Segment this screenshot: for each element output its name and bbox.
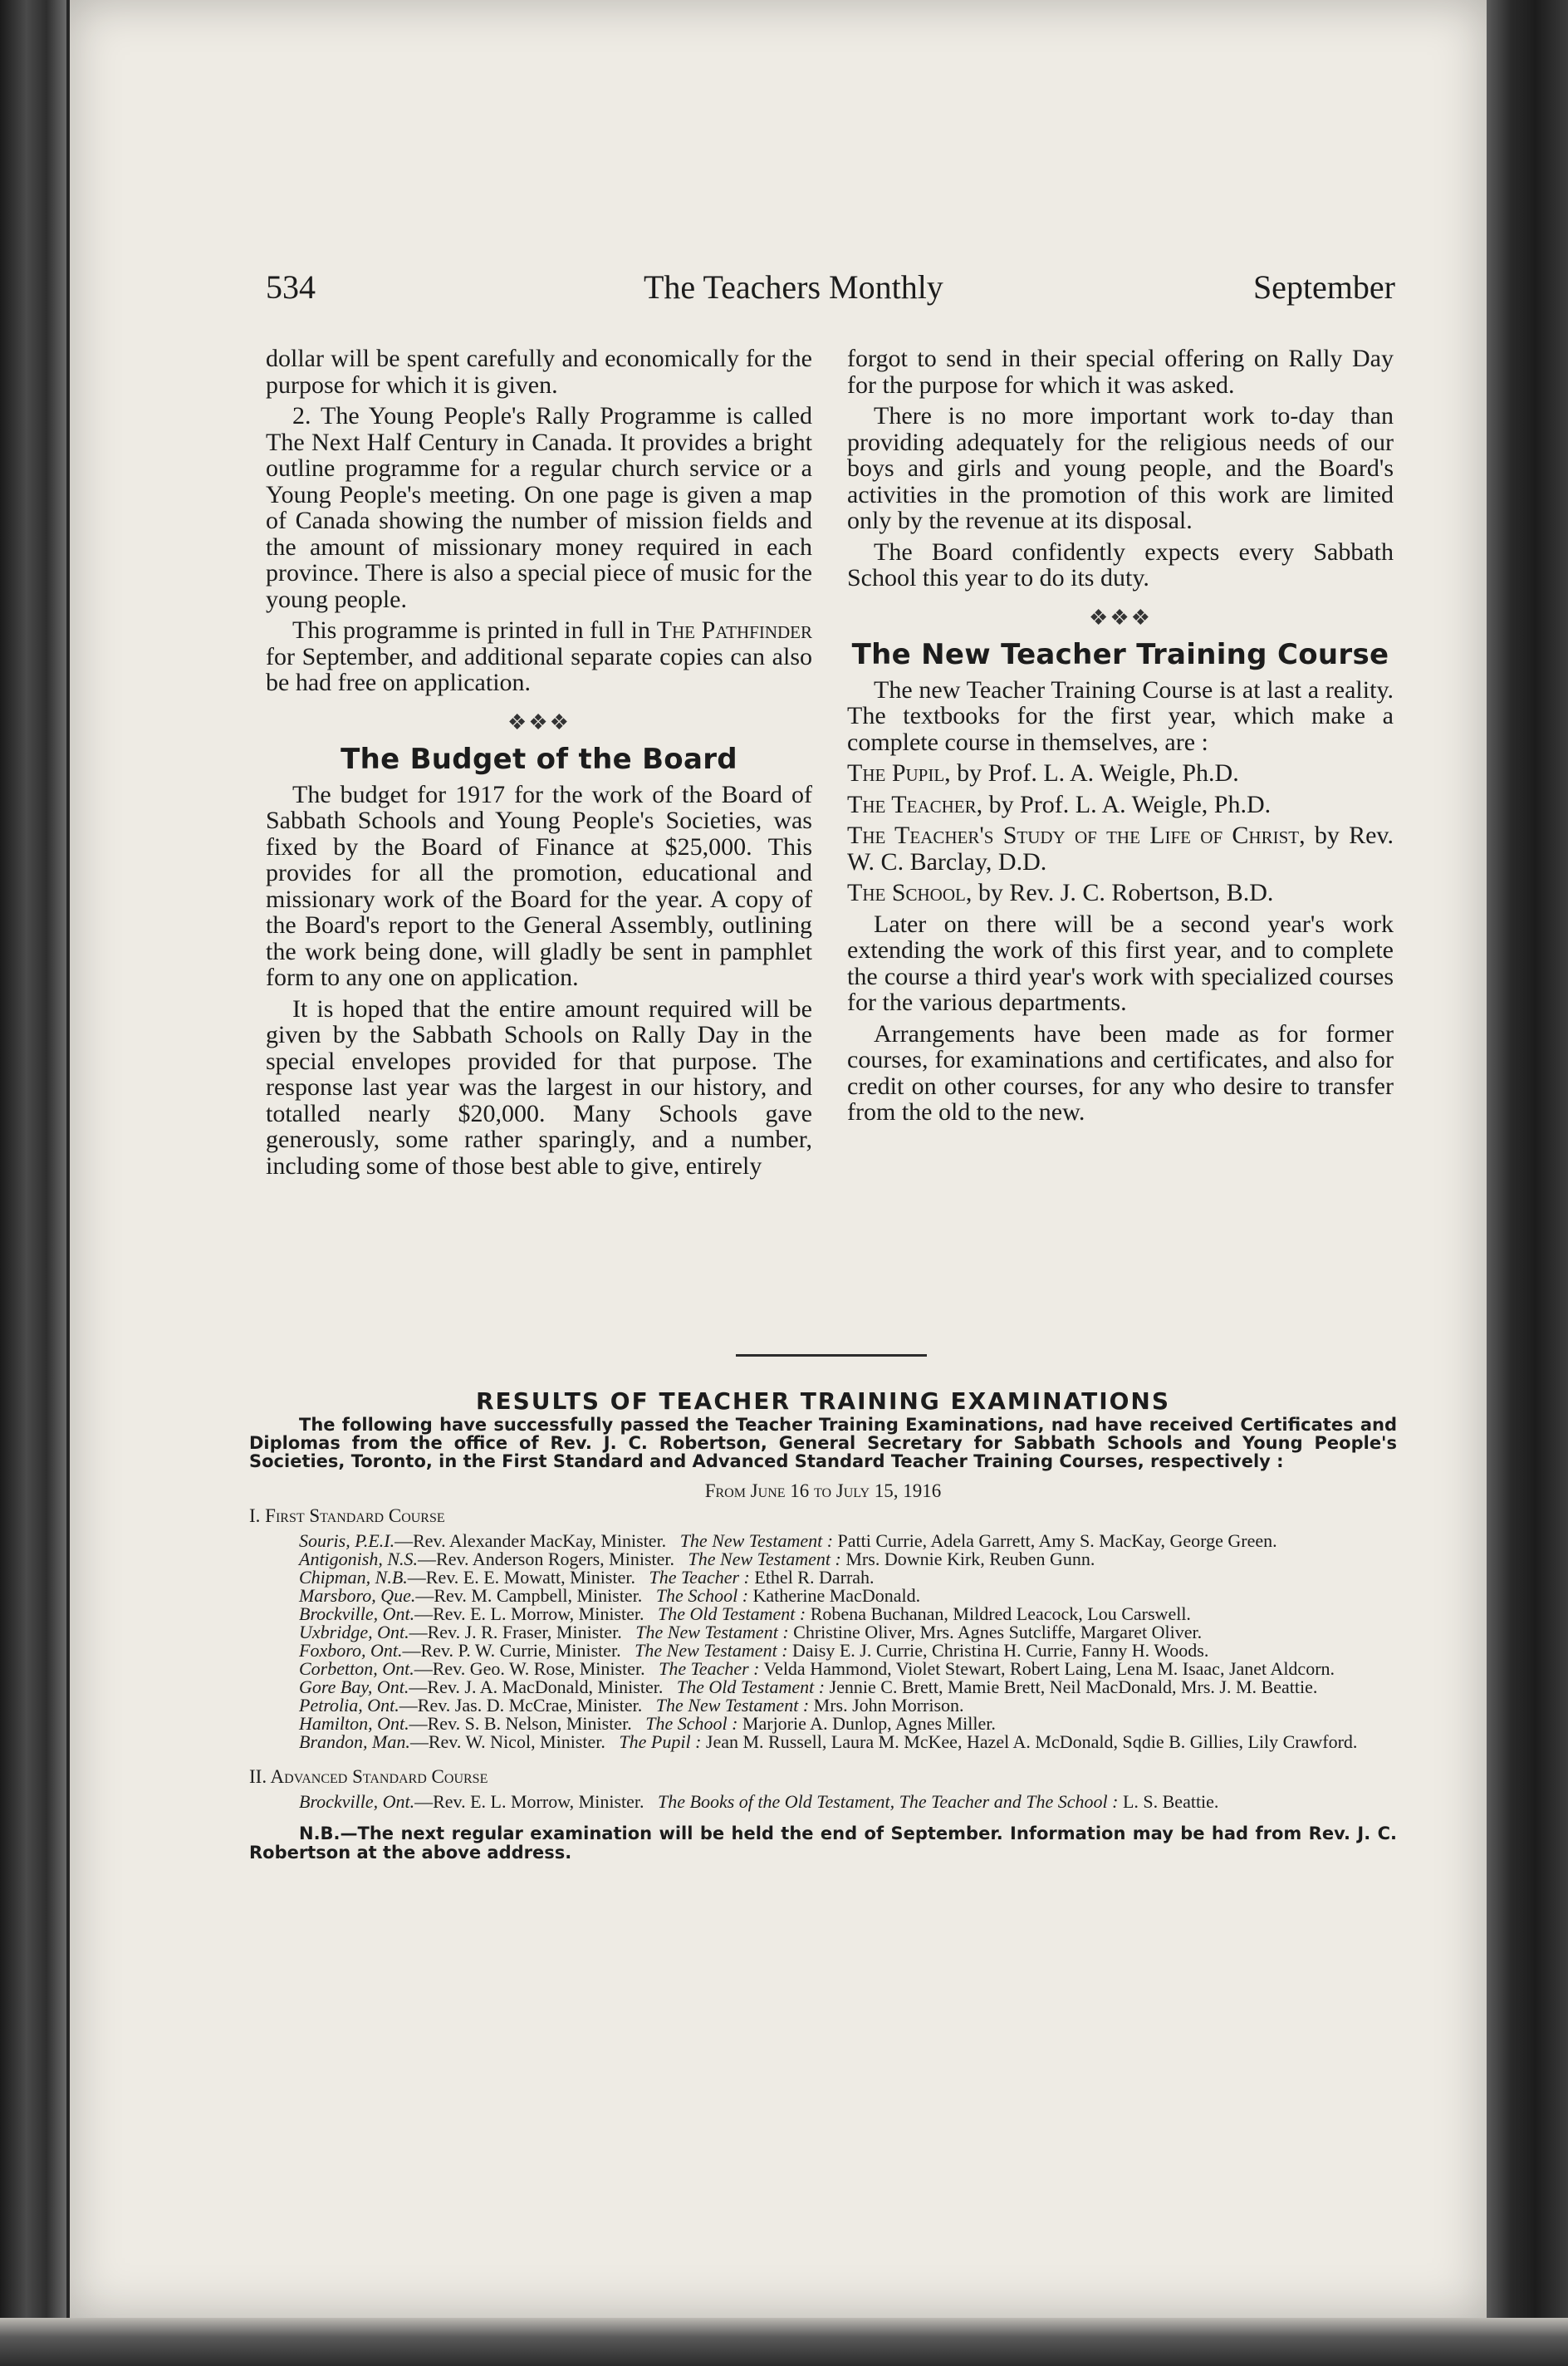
entry-book: The School : (645, 1713, 738, 1734)
entry-names: L. S. Beattie. (1118, 1791, 1219, 1812)
entry-minister: —Rev. Alexander MacKay, Minister. (394, 1530, 667, 1551)
textbook-title: The School, (847, 879, 973, 906)
results-section (249, 1387, 1397, 1863)
advanced-standard-course-heading: II. Advanced Standard Course (249, 1766, 488, 1787)
entry-location: Brockville, Ont. (299, 1791, 415, 1812)
entry-names: Patti Currie, Adela Garrett, Amy S. MacKay, George Green. (833, 1530, 1277, 1551)
entry-names: Katherine MacDonald. (748, 1585, 921, 1606)
entry-location: Antigonish, N.S. (299, 1549, 419, 1569)
text-span: This programme is printed in full in (292, 616, 657, 644)
result-entry (249, 1568, 1397, 1587)
publication-title: The Teachers Monthly (644, 268, 943, 306)
issue-month: September (1252, 268, 1395, 306)
paragraph: It is hoped that the entire amount required will be given by the Sabbath Schools on Rally Day in the special envelopes provided for that purpose. The response last year was the largest in our history, and totalled nearly $20,000. Many Schools gave generously, some rather sparingly, and a number, including some of those best able to give, entirely (266, 994, 812, 1180)
entry-names: Velda Hammond, Violet Stewart, Robert Laing, Lena M. Isaac, Janet Aldcorn. (759, 1658, 1335, 1679)
entry-names: Ethel R. Darrah. (749, 1567, 875, 1588)
entry-names: Mrs. Downie Kirk, Reuben Gunn. (840, 1549, 1095, 1569)
result-entry (249, 1623, 1397, 1642)
text-span: for September, and additional separate copies can also be had free on application. (266, 642, 812, 696)
textbook-title: The Teacher's Study of the Life of Christ, (847, 822, 1306, 849)
result-entry (249, 1532, 1397, 1550)
textbook-author: by Prof. L. A. Weigle, Ph.D. (950, 759, 1239, 787)
result-entry (249, 1715, 1397, 1733)
textbook-title: The Pupil, (847, 759, 951, 787)
book-binding-left (0, 0, 66, 2366)
section-divider (736, 1354, 927, 1357)
entry-names: Jennie C. Brett, Mamie Brett, Neil MacDonald, Mrs. J. M. Beattie. (825, 1676, 1318, 1697)
entry-names: Mrs. John Morrison. (809, 1695, 964, 1716)
entry-minister: —Rev. Geo. W. Rose, Minister. (414, 1658, 645, 1679)
entry-location: Foxboro, Ont. (299, 1640, 403, 1661)
entry-minister: —Rev. W. Nicol, Minister. (409, 1731, 605, 1752)
entry-location: Uxbridge, Ont. (299, 1622, 409, 1642)
paragraph: The new Teacher Training Course is at last a reality. The textbooks for the first year, which make a complete course in themselves, are : (847, 675, 1394, 756)
entry-names: Jean M. Russell, Laura M. McKee, Hazel A. McDonald, Sqdie B. Gillies, Lily Crawford. (701, 1731, 1358, 1752)
result-entry (249, 1678, 1397, 1696)
entry-location: Petrolia, Ont. (299, 1695, 399, 1716)
book-binding-right (1487, 0, 1568, 2366)
entry-names: Marjorie A. Dunlop, Agnes Miller. (737, 1713, 996, 1734)
entry-minister: —Rev. Anderson Rogers, Minister. (418, 1549, 675, 1569)
entry-minister: —Rev. P. W. Currie, Minister. (402, 1640, 621, 1661)
entry-book: The New Testament : (688, 1549, 841, 1569)
result-entry (249, 1793, 1397, 1811)
result-entry (249, 1642, 1397, 1660)
result-entry (249, 1605, 1397, 1623)
nota-bene: N.B.—The next regular examination will be held the end of September. Information may be had from Rev. J. C. Robertson at the above address. (249, 1824, 1397, 1863)
paragraph: Arrangements have been made as for former courses, for examinations and certificates, and also for credit on other courses, for any who desire to transfer from the old to the new. (847, 1019, 1394, 1126)
right-column (847, 346, 1394, 1131)
pathfinder-title: The Pathfinder (656, 616, 813, 644)
entry-book: The Books of the Old Testament, The Teacher and The School : (658, 1791, 1119, 1812)
paragraph: dollar will be spent carefully and economically for the purpose for which it is given. (266, 345, 812, 399)
spacer (249, 1751, 1397, 1765)
textbook-title: The Teacher, (847, 790, 983, 818)
result-entry (249, 1587, 1397, 1605)
entry-book: The Teacher : (659, 1658, 760, 1679)
textbook-item (847, 792, 1394, 818)
textbook-author: by Rev. W. C. Barclay, D.D. (847, 822, 1394, 876)
entry-book: The Teacher : (649, 1567, 750, 1588)
entry-minister: —Rev. E. L. Morrow, Minister. (414, 1791, 644, 1812)
entry-minister: —Rev. E. L. Morrow, Minister. (414, 1603, 644, 1624)
date-range: From June 16 to July 15, 1916 (704, 1480, 942, 1501)
entry-book: The New Testament : (655, 1695, 810, 1716)
entry-location: Brockville, Ont. (299, 1603, 415, 1624)
ornament: ❖❖❖ (507, 709, 571, 734)
entry-names: Christine Oliver, Mrs. Agnes Sutcliffe, Margaret Oliver. (788, 1622, 1203, 1642)
entry-minister: —Rev. M. Campbell, Minister. (415, 1585, 643, 1606)
paragraph: forgot to send in their special offering on Rally Day for the purpose for which it was asked. (847, 345, 1394, 399)
section-heading-budget: The Budget of the Board (341, 743, 737, 776)
paragraph (266, 617, 812, 696)
entry-location: Chipman, N.B. (299, 1567, 408, 1588)
entry-book: The Old Testament : (676, 1676, 826, 1697)
entry-names: Robena Buchanan, Mildred Leacock, Lou Carswell. (806, 1603, 1191, 1624)
entry-book: The New Testament : (635, 1640, 788, 1661)
left-column (266, 346, 812, 1184)
entry-book: The New Testament : (679, 1530, 834, 1551)
textbook-item (847, 760, 1394, 787)
entry-minister: —Rev. Jas. D. McCrae, Minister. (399, 1695, 643, 1716)
result-entry (249, 1733, 1397, 1751)
result-entry (249, 1550, 1397, 1568)
entry-minister: —Rev. E. E. Mowatt, Minister. (407, 1567, 635, 1588)
textbook-item (847, 822, 1394, 875)
results-intro: The following have successfully passed the Teacher Training Examinations, nad have received Certificates and Diplomas from the office of Rev. J. C. Robertson, General Secretary for Sabbath Schools and Young People's Societies, Toronto, in the First Standard and Advanced Standard Teacher Training Courses, respectively : (249, 1415, 1397, 1471)
section-heading-course: The New Teacher Training Course (851, 638, 1389, 671)
textbook-item (847, 880, 1394, 906)
entry-minister: —Rev. S. B. Nelson, Minister. (409, 1713, 632, 1734)
entry-names: Daisy E. J. Currie, Christina H. Currie, Fanny H. Woods. (787, 1640, 1209, 1661)
entry-book: The Pupil : (619, 1731, 702, 1752)
entry-book: The Old Testament : (658, 1603, 806, 1624)
paragraph: There is no more important work to-day than providing adequately for the religious needs of our boys and girls and young people, and the Board's activities in the promotion of this work are limited only by the revenue at its disposal. (847, 402, 1394, 534)
entry-book: The School : (655, 1585, 749, 1606)
textbook-author: by Rev. J. C. Robertson, B.D. (972, 879, 1274, 906)
ornament: ❖❖❖ (1089, 605, 1152, 630)
paragraph: The budget for 1917 for the work of the Board of Sabbath Schools and Young People's Societies, was fixed by the Board of Finance at $25,000. This provides for all the promotion, educational and missionary work of the Board for the year. A copy of the Board's report to the General Assembly, outlining the work being done, will gladly be sent in pamphlet form to any one on application. (266, 780, 812, 991)
entry-book: The New Testament : (635, 1622, 789, 1642)
entry-location: Brandon, Man. (299, 1731, 410, 1752)
entry-minister: —Rev. J. R. Fraser, Minister. (409, 1622, 622, 1642)
entry-location: Corbetton, Ont. (299, 1658, 414, 1679)
entry-minister: —Rev. J. A. MacDonald, Minister. (409, 1676, 664, 1697)
entry-location: Souris, P.E.I. (299, 1530, 395, 1551)
textbook-author: by Prof. L. A. Weigle, Ph.D. (982, 790, 1272, 818)
entry-location: Gore Bay, Ont. (299, 1676, 409, 1697)
running-header (266, 268, 1395, 319)
paragraph: Later on there will be a second year's work extending the work of this first year, and to complete the course a third year's work with specialized courses for the various departments. (847, 910, 1394, 1016)
results-title: RESULTS OF TEACHER TRAINING EXAMINATIONS (475, 1387, 1171, 1415)
page-number: 534 (266, 268, 316, 306)
paragraph: 2. The Young People's Rally Programme is called The Next Half Century in Canada. It provides a bright outline programme for a regular church service or a Young People's meeting. On one page is given a map of Canada showing the number of mission fields and the amount of missionary money required in each province. There is also a special piece of music for the young people. (266, 402, 812, 613)
result-entry (249, 1696, 1397, 1715)
entry-location: Marsboro, Que. (299, 1585, 416, 1606)
paragraph: The Board confidently expects every Sabbath School this year to do its duty. (847, 538, 1394, 592)
page-bottom-edge (0, 2318, 1568, 2366)
result-entry (249, 1660, 1397, 1678)
first-standard-course-heading: I. First Standard Course (249, 1505, 445, 1526)
entry-location: Hamilton, Ont. (299, 1713, 409, 1734)
